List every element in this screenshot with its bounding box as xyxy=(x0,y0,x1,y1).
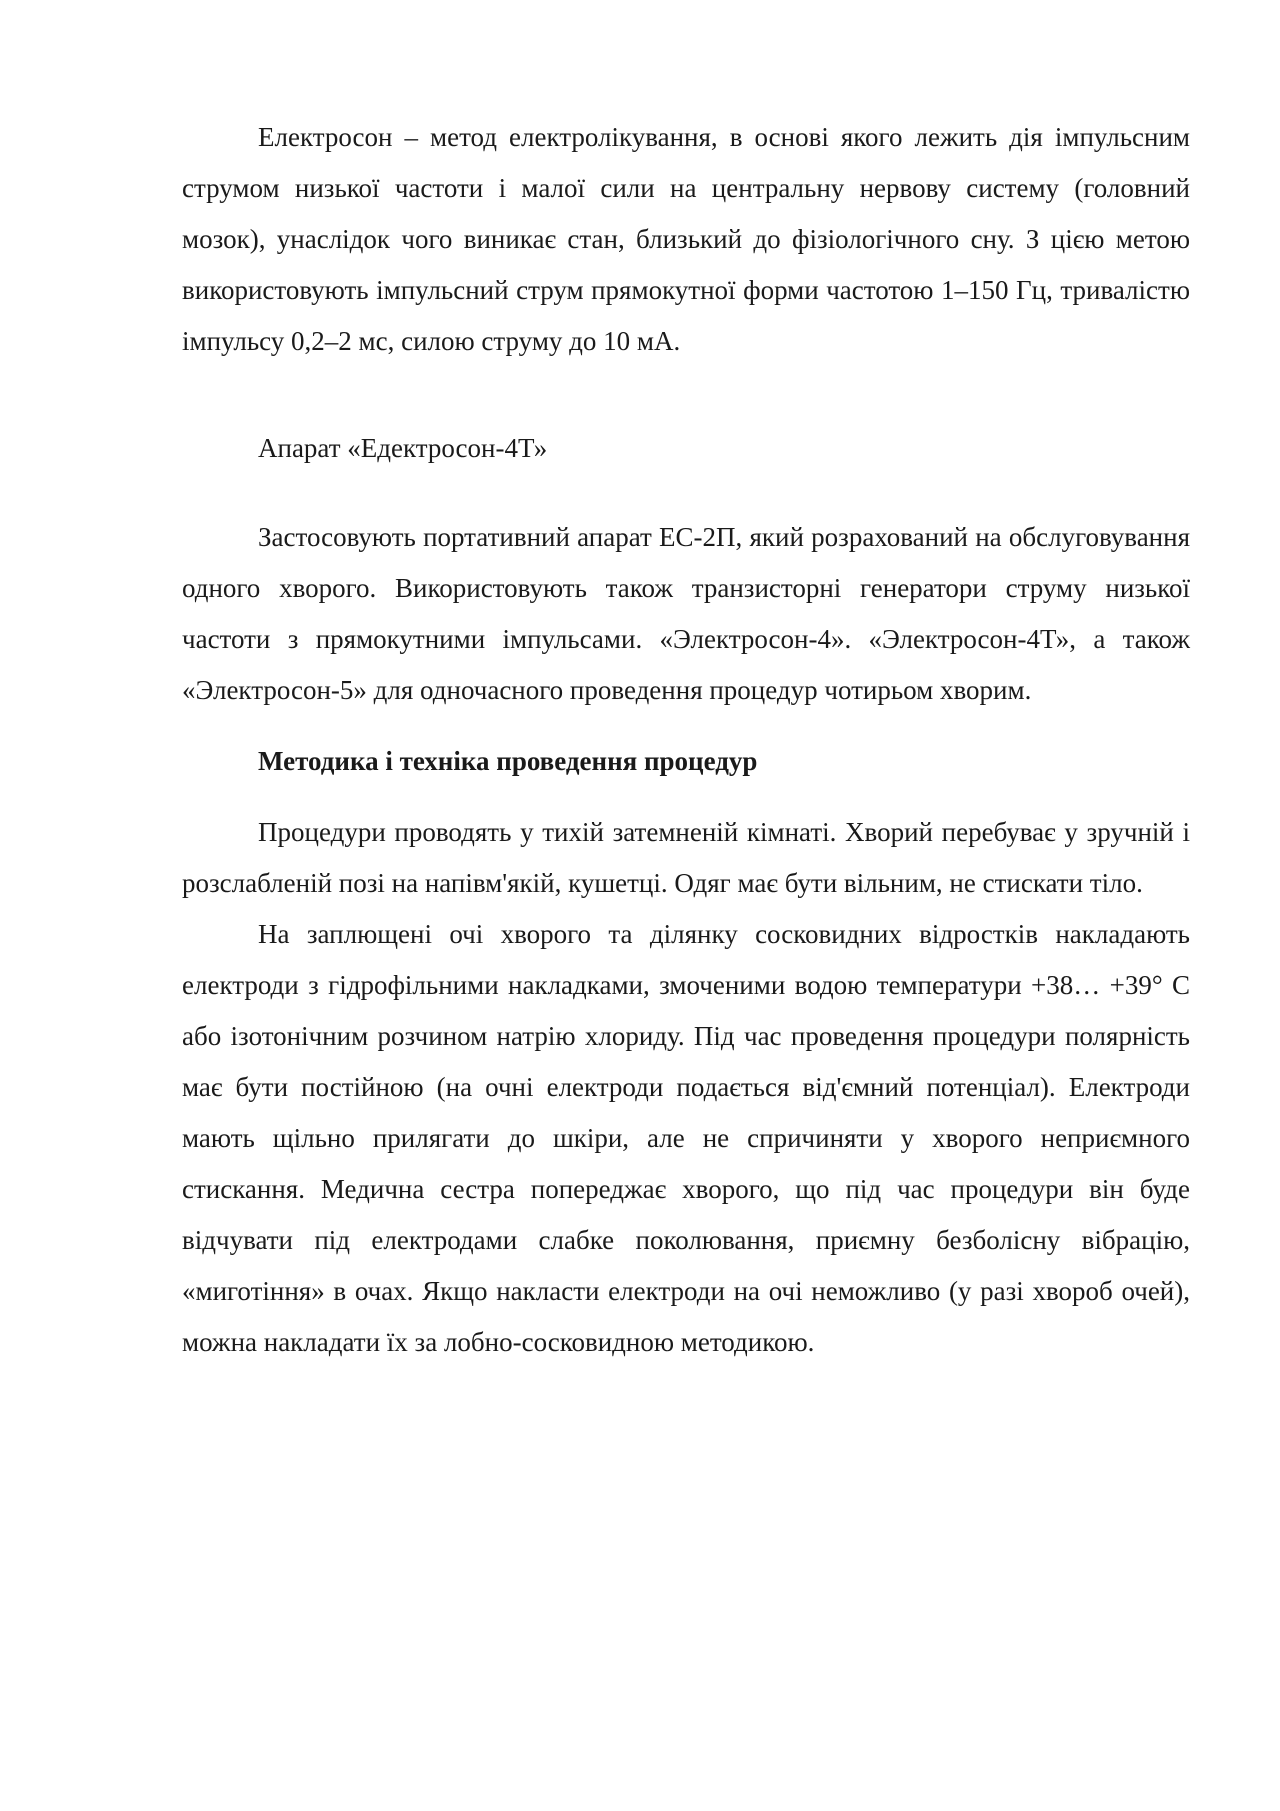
spacer xyxy=(182,716,1190,736)
document-body xyxy=(182,112,1190,1368)
method-paragraph-2: На заплющені очі хворого та ділянку сосковидних відростків накладають електроди з гідрофільними накладками, змоченими водою температури +38… +39° С або ізотонічним розчином натрію хлориду. Під час проведення процедури полярність має бути постійною (на очні електроди подається від'ємний потенціал). Електроди мають щільно прилягати до шкіри, але не спричиняти у хворого неприємного стискання. Медична сестра попереджає хворого, що під час процедури він буде відчувати під електродами слабке поколювання, приємну безболісну вібрацію, «миготіння» в очах. Якщо накласти електроди на очі неможливо (у разі хвороб очей), можна накладати їх за лобно-сосковидною методикою. xyxy=(182,919,1190,1357)
spacer xyxy=(182,787,1190,807)
intro-paragraph: Електросон – метод електролікування, в основі якого лежить дія імпульсним струмом низької частоти і малої сили на центральну нервову систему (головний мозок), унаслідок чого виникає стан, близький до фізіологічного сну. З цією метою використовують імпульсний струм прямокутної форми частотою 1–150 Гц, тривалістю імпульсу 0,2–2 мс, силою струму до 10 мА. xyxy=(182,122,1190,356)
method-heading: Методика і техніка проведення процедур xyxy=(258,746,758,776)
spacer xyxy=(182,367,1190,423)
spacer xyxy=(182,474,1190,512)
device-paragraph: Застосовують портативний апарат ЕС-2П, який розрахований на обслуговування одного хворого. Використовують також транзисторні генератори струму низької частоти з прямокутними імпульсами. «Электросон-4». «Электросон-4Т», а також «Электросон-5» для одночасного проведення процедур чотирьом хворим. xyxy=(182,522,1190,705)
method-paragraph-1: Процедури проводять у тихій затемненій кімнаті. Хворий перебуває у зручній і розслабленій позі на напівм'якій, кушетці. Одяг має бути вільним, не стискати тіло. xyxy=(182,817,1190,898)
device-heading: Апарат «Едектросон-4Т» xyxy=(258,433,548,463)
